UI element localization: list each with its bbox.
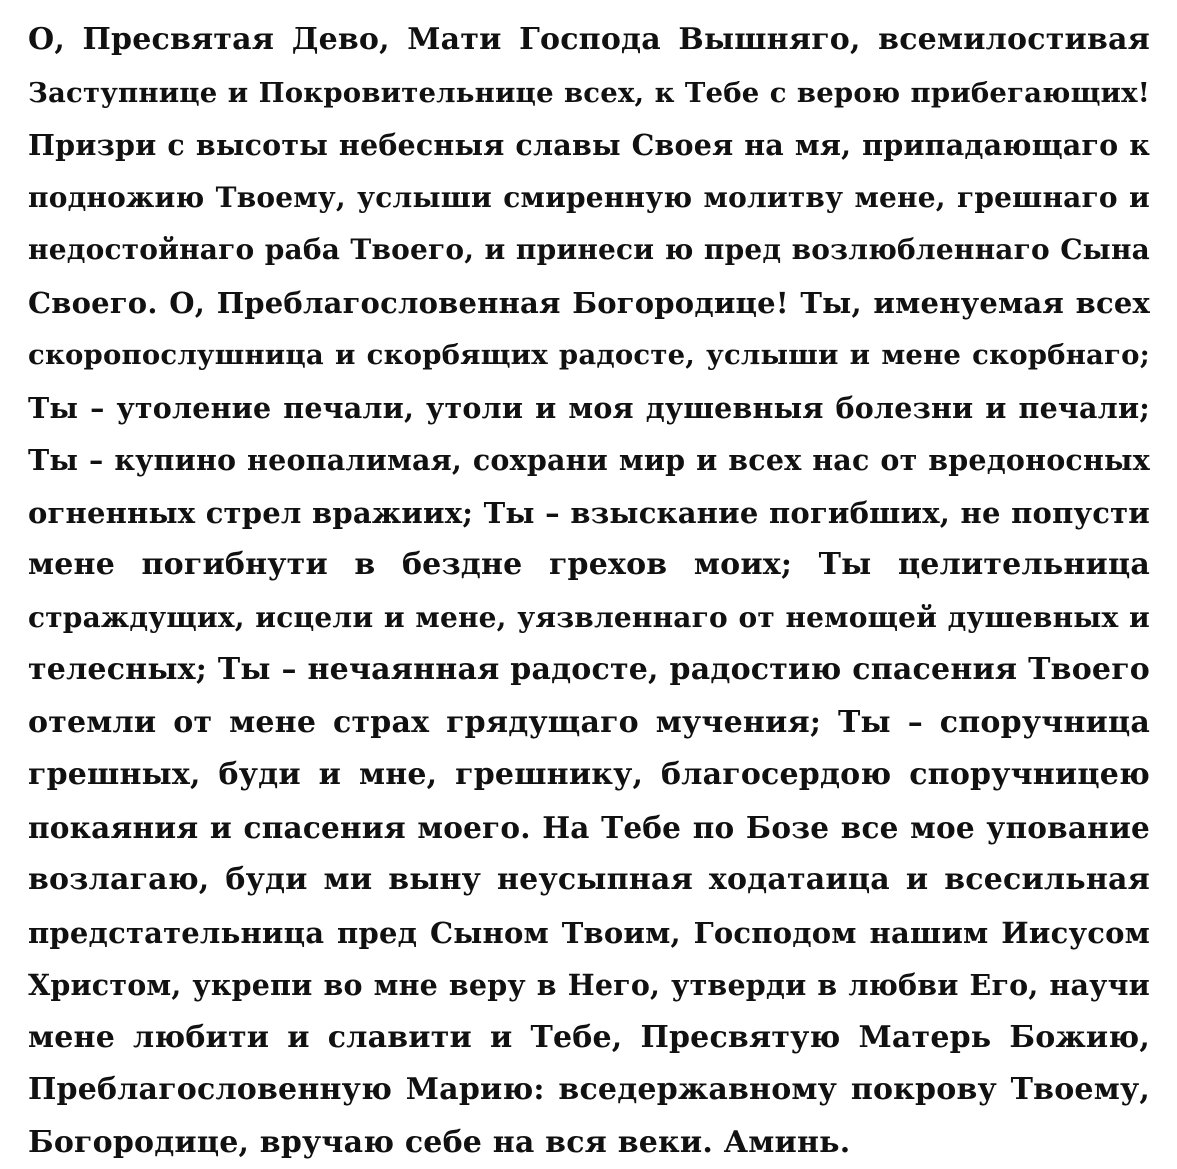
prayer-line-5: недостойнаго раба Твоего, и принеси ю пред возлюбленнаго Сына [28,224,1150,277]
prayer-line-13: телесных; Ты – нечаянная радосте, радостию спасения Твоего [28,644,1150,697]
prayer-line-18: предстательница пред Сыном Твоим, Господом нашим Иисусом [28,907,1150,960]
prayer-line-12: страждущих, исцели и мене, уязвленнаго от немощей душевных и [28,592,1150,645]
prayer-line-2: Заступнице и Покровительнице всех, к Тебе с верою прибегающих! [28,67,1150,120]
prayer-line-3: Призри с высоты небесныя славы Своея на мя, припадающаго к [28,119,1150,172]
prayer-line-11: мене погибнути в бездне грехов моих; Ты целительница [28,539,1150,592]
prayer-line-20: мене любити и славити и Тебе, Пресвятую Матерь Божию, [28,1012,1150,1065]
prayer-line-17: возлагаю, буди ми выну неусыпная ходатаица и всесильная [28,854,1150,907]
prayer-line-7: скоропослушница и скорбящих радосте, услыши и мене скорбнаго; [28,329,1150,382]
prayer-line-10: огненных стрел вражиих; Ты – взыскание погибших, не попусти [28,487,1150,540]
prayer-line-8: Ты – утоление печали, утоли и моя душевныя болезни и печали; [28,382,1150,435]
prayer-text-block [28,14,1150,1169]
prayer-line-1: О, Пресвятая Дево, Мати Господа Вышняго, всемилостивая [28,14,1150,67]
prayer-line-21: Преблагословенную Марию: вседержавному покрову Твоему, [28,1064,1150,1117]
prayer-line-19: Христом, укрепи во мне веру в Него, утверди в любви Его, научи [28,959,1150,1012]
prayer-line-9: Ты – купино неопалимая, сохрани мир и всех нас от вредоносных [28,434,1150,487]
prayer-line-22: Богородице, вручаю себе на вся веки. Аминь. [28,1117,1150,1169]
prayer-line-6: Своего. О, Преблагословенная Богородице! Ты, именуемая всех [28,277,1150,330]
prayer-line-4: подножию Твоему, услыши смиренную молитву мене, грешнаго и [28,172,1150,225]
prayer-line-14: отемли от мене страх грядущаго мучения; Ты – споручница [28,697,1150,750]
prayer-line-16: покаяния и спасения моего. На Тебе по Бозе все мое упование [28,802,1150,855]
prayer-line-15: грешных, буди и мне, грешнику, благосердою споручницею [28,749,1150,802]
